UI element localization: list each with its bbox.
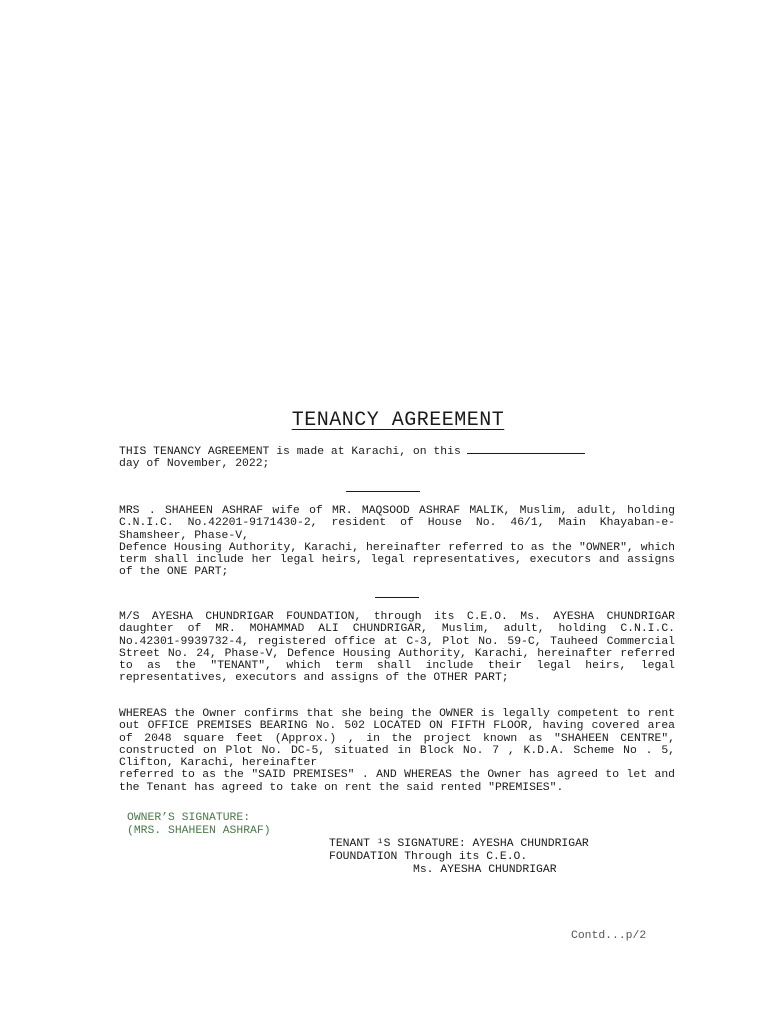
owner-signature-label: OWNER’S SIGNATURE:: [127, 812, 251, 824]
owner-signature-name: (MRS. SHAHEEN ASHRAF): [127, 825, 271, 837]
whereas-details: WHEREAS the Owner confirms that she being the OWNER is legally competent to rent out OFFICE PREMISES BEARING No. 502 LOCATED ON FIFTH FLOOR, having covered area of 2048 square feet (Approx.) , in the project known as "SHAHEEN CENTRE", constructed on Plot No. DC-5, situated in Block No. 7 , K.D.A. Scheme No . 5, Clifton, Karachi, hereinafter: [119, 708, 675, 770]
tenant-signature-line-3: Ms. AYESHA CHUNDRIGAR: [413, 864, 557, 876]
tenant-paragraph: [119, 611, 675, 685]
owner-details: MRS . SHAHEEN ASHRAF wife of MR. MAQSOOD ASHRAF MALIK, Muslim, adult, holding C.N.I.C. No.42201-9171430-2, resident of House No. 46/1, Main Khayaban-e-Shamsheer, Phase-V,: [119, 505, 675, 542]
intro-line-1: THIS TENANCY AGREEMENT is made at Karachi, on this: [119, 446, 461, 458]
tenant-signature-line-2: FOUNDATION Through its C.E.O.: [329, 851, 528, 863]
intro-paragraph: [119, 443, 675, 471]
date-blank-line: [467, 443, 585, 454]
owner-signature-block: [127, 812, 271, 838]
separator-line: [346, 491, 420, 492]
owner-details-continued: Defence Housing Authority, Karachi, hereinafter referred to as the "OWNER", which term shall include her legal heirs, legal representatives, executors and assigns of the ONE PART;: [119, 541, 675, 579]
intro-line-2: day of November, 2022;: [119, 458, 270, 471]
tenant-signature-line-1: TENANT ¹S SIGNATURE: AYESHA CHUNDRIGAR: [329, 838, 589, 850]
whereas-paragraph: [119, 708, 675, 794]
continued-marker: Contd...p/2: [571, 930, 647, 942]
document-title: TENANCY AGREEMENT: [291, 409, 505, 432]
whereas-details-continued: referred to as the "SAID PREMISES" . AND WHEREAS the Owner has agreed to let and the Tenant has agreed to take on rent the said rented "PREMISES".: [119, 769, 675, 794]
separator-line-short: [375, 597, 419, 598]
owner-paragraph: [119, 505, 675, 579]
tenant-signature-block: [329, 838, 589, 877]
tenant-details: M/S AYESHA CHUNDRIGAR FOUNDATION, through its C.E.O. Ms. AYESHA CHUNDRIGAR daughter of MR. MOHAMMAD ALI CHUNDRIGAR, Muslim, adult, holding C.N.I.C. No.42301-9939732-4, registered office at C-3, Plot No. 59-C, Tauheed Commercial Street No. 24, Phase-V, Defence Housing Authority, Karachi, hereinafter referred to as the "TENANT", which term shall include their legal heirs, legal representatives, executors and assigns of the OTHER PART;: [119, 611, 675, 685]
